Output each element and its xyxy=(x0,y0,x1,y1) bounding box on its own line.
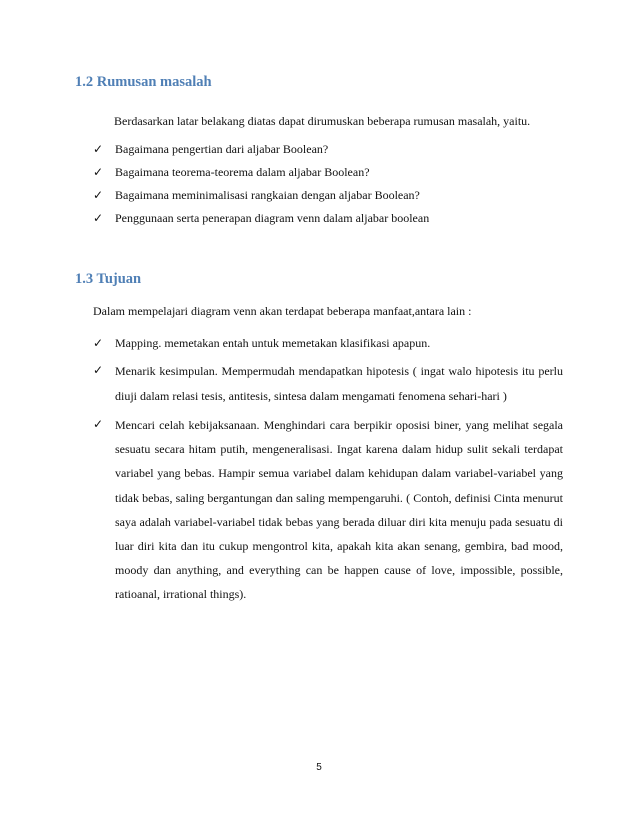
page-number: 5 xyxy=(316,762,322,773)
list-item xyxy=(93,359,563,409)
list-item xyxy=(93,138,429,161)
list-item xyxy=(93,161,429,184)
list-item-text: Bagaimana meminimalisasi rangkaian dengan aljabar Boolean? xyxy=(115,188,420,202)
list-item-text: Mencari celah kebijaksanaan. Menghindari cara berpikir oposisi biner, yang melihat segala sesuatu secara hitam putih, mengeneralisasi. Ingat karena dalam hidup sulit sekali terdapat variabel yang bebas. Hampir semua variabel dalam kehidupan dalam variabel-variabel yang tidak bebas, saling bergantungan dan saling mempengaruhi. ( Contoh, definisi Cinta menurut saya adalah variabel-variabel tidak bebas yang berada diluar diri kita menuju pada sesuatu di luar diri kita dan itu cukup mengontrol kita, apakah kita akan senang, gembira, bad mood, moody dan anything, and everything can be happen cause of love, impossible, possible, ratioanal, irrational things). xyxy=(115,418,563,602)
tujuan-list xyxy=(93,332,563,611)
section-intro-tujuan: Dalam mempelajari diagram venn akan terdapat beberapa manfaat,antara lain : xyxy=(93,304,472,318)
list-item xyxy=(93,184,429,207)
list-item xyxy=(93,207,429,230)
list-item-text: Penggunaan serta penerapan diagram venn dalam aljabar boolean xyxy=(115,211,430,225)
section-heading-rumusan-masalah: 1.2 Rumusan masalah xyxy=(75,74,212,90)
list-item-text: Bagaimana teorema-teorema dalam aljabar Boolean? xyxy=(115,165,370,179)
list-item xyxy=(93,332,563,355)
checkmark-icon: ✓ xyxy=(93,165,104,179)
section-heading-tujuan: 1.3 Tujuan xyxy=(75,271,142,287)
list-item-text: Menarik kesimpulan. Mempermudah mendapatkan hipotesis ( ingat walo hipotesis itu perlu diuji dalam relasi tesis, antitesis, sintesa dalam mengamati fenomena sehari-hari ) xyxy=(115,364,563,403)
checkmark-icon: ✓ xyxy=(93,363,104,377)
list-item-text: Mapping. memetakan entah untuk memetakan klasifikasi apapun. xyxy=(115,336,431,350)
list-item xyxy=(93,413,563,607)
rumusan-masalah-list xyxy=(93,138,429,230)
checkmark-icon: ✓ xyxy=(93,417,104,431)
checkmark-icon: ✓ xyxy=(93,211,104,225)
list-item-text: Bagaimana pengertian dari aljabar Boolean? xyxy=(115,142,329,156)
checkmark-icon: ✓ xyxy=(93,336,104,350)
checkmark-icon: ✓ xyxy=(93,142,104,156)
checkmark-icon: ✓ xyxy=(93,188,104,202)
section-intro-rumusan-masalah: Berdasarkan latar belakang diatas dapat dirumuskan beberapa rumusan masalah, yaitu. xyxy=(114,114,531,128)
